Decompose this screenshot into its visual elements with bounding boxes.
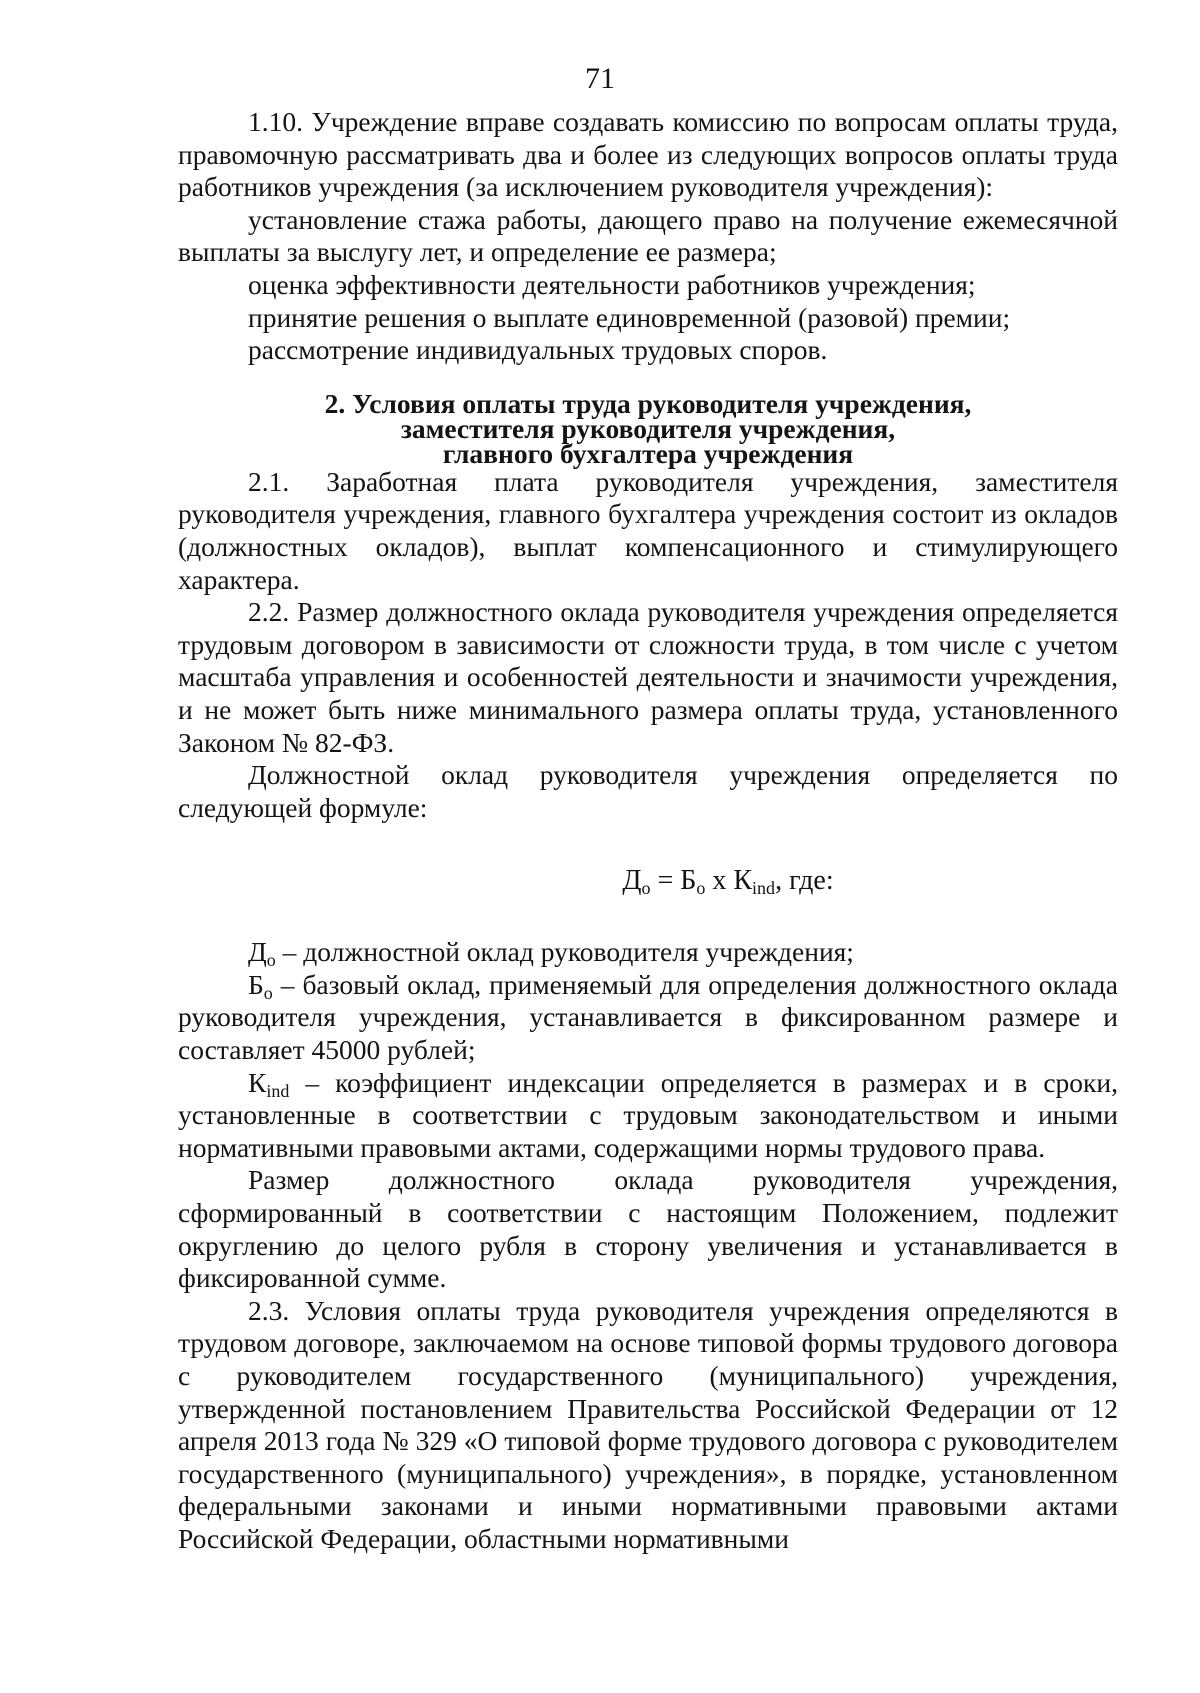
def-k-sub: ind [266,1080,290,1101]
definition-k [178,1067,1118,1165]
list-item: оценка эффективности деятельности работников учреждения; [248,268,976,300]
page-number: 71 [585,62,615,95]
paragraph-2-2: 2.2. Размер должностного оклада руководителя учреждения определяется трудовым договором в зависимости от сложности труда, в том числе с учетом масштаба управления и особенностей деятельности и значимости учреждения, и не может быть ниже минимального размера оплаты труда, установленного Законом № 82-ФЗ. [178,596,1118,758]
salary-formula [178,864,1118,898]
formula-do-sub: о [641,878,651,899]
def-bo-sub: о [263,982,273,1003]
def-do-text: – должностной оклад руководителя учреждения; [275,936,854,968]
formula-do: Д [622,865,642,897]
paragraph-formula-intro: Должностной оклад руководителя учреждения определяется по следующей формуле: [178,759,1118,823]
paragraph-1-10: 1.10. Учреждение вправе создавать комиссию по вопросам оплаты труда, правомочную рассматривать два и более из следующих вопросов оплаты труда работников учреждения (за исключением руководителя учреждения): [178,106,1118,203]
paragraph-2-3: 2.3. Условия оплаты труда руководителя учреждения определяются в трудовом договоре, заключаемом на основе типовой формы трудового договора с руководителем государственного (муниципального) учреждения, утвержденной постановлением Правительства Российской Федерации от 12 апреля 2013 года № 329 «О типовой форме трудового договора с руководителем государственного (муниципального) учреждения», в порядке, установленном федеральными законами и иными нормативными правовыми актами Российской Федерации, областными нормативными [178,1294,1118,1554]
paragraph-rounding: Размер должностного оклада руководителя учреждения, сформированный в соответствии с настоящим Положением, подлежит округлению до целого рубля в сторону увеличения и устанавливается в фиксированной сумме. [178,1164,1118,1294]
list-item: установление стажа работы, дающего право на получение ежемесячной выплаты за выслугу лет, и определение ее размера; [178,203,1118,268]
formula-bo: Б [680,865,697,897]
def-do-symbol: Д [248,936,267,968]
heading-line: главного бухгалтера учреждения [442,437,854,469]
def-bo-text: – базовый оклад, применяемый для определения должностного оклада руководителя учреждения, устанавливается в фиксированном размере и составляет 45000 рублей; [178,968,1118,1066]
list-item: принятие решения о выплате единовременной (разовой) премии; [248,301,1011,333]
def-do-sub: о [266,950,276,971]
document-body [178,106,1118,1556]
paragraph-2-1: 2.1. Заработная плата руководителя учреждения, заместителя руководителя учреждения, главного бухгалтера учреждения состоит из окладов (должностных окладов), выплат компенсационного и стимулирующего характера. [178,465,1118,595]
formula-times: х [705,865,734,897]
formula-k-sub: ind [752,878,776,899]
formula-bo-sub: о [696,878,706,899]
def-k-symbol: К [248,1066,267,1098]
formula-eq: = [650,865,681,897]
def-k-text: – коэффициент индексации определяется в размерах и в сроки, установленные в соответствии с трудовым законодательством и иными нормативными правовыми актами, содержащими нормы трудового права. [178,1066,1118,1163]
list-item: рассмотрение индивидуальных трудовых споров. [248,334,828,366]
def-bo-symbol: Б [248,968,264,1000]
formula-tail: , где: [775,865,834,897]
heading-line: заместителя руководителя учреждения, [400,412,896,444]
heading-line: 2. Условия оплаты труда руководителя учреждения, [324,387,972,419]
formula-k: К [733,865,753,897]
definition-do [178,936,1118,969]
section-2-heading [178,387,1118,469]
definition-bo [178,969,1118,1067]
